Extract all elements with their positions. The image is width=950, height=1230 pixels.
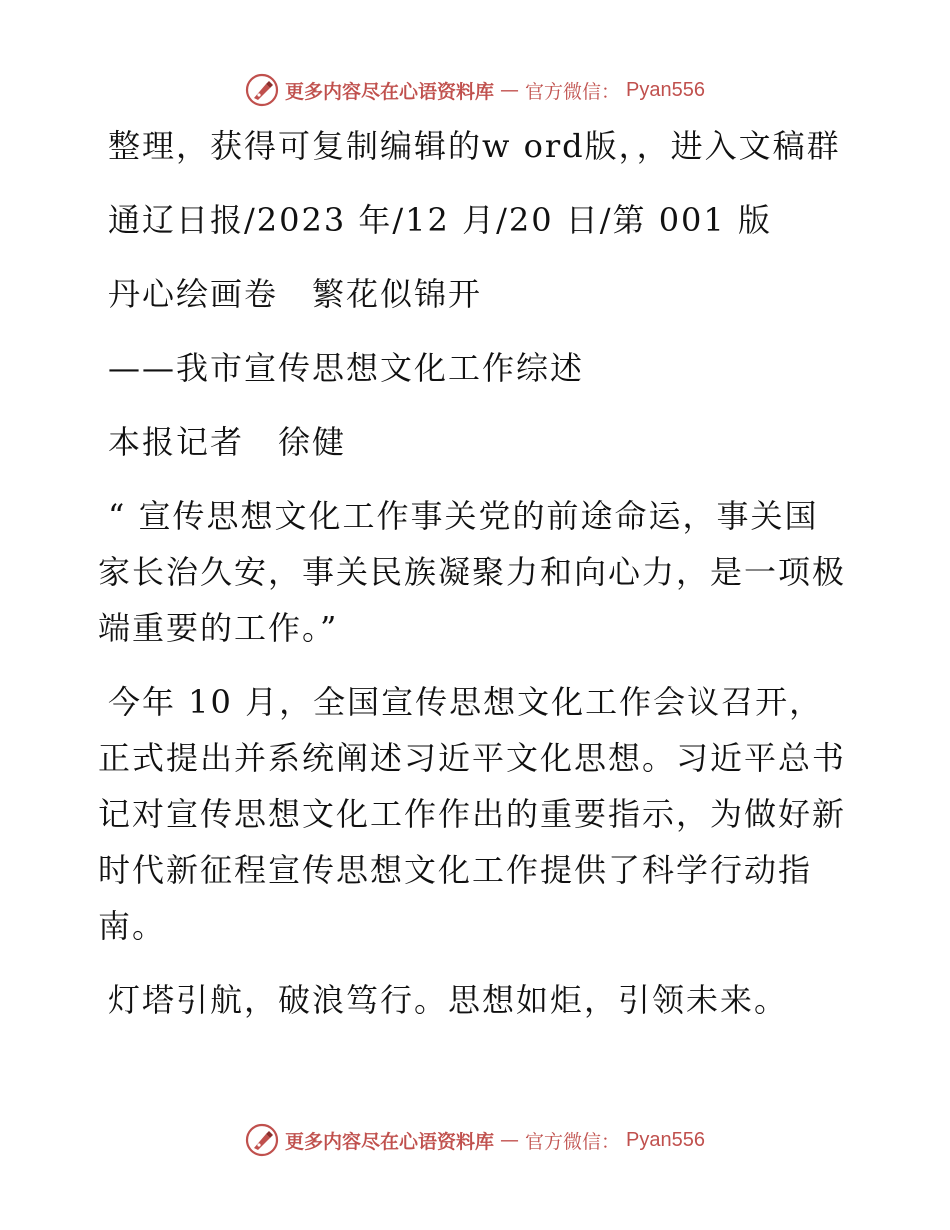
paragraph-closing: 灯塔引航，破浪笃行。思想如炬，引领未来。: [108, 981, 789, 1019]
article-title: 丹心绘画卷 繁花似锦开: [108, 275, 483, 313]
document-body: [98, 118, 850, 1046]
banner-wechat-id: Pyan556: [626, 1128, 705, 1151]
banner-wechat-id: Pyan556: [626, 78, 705, 101]
footer-banner: [0, 1120, 950, 1160]
pen-nib-icon: [245, 73, 279, 107]
paragraph-intro-note: 整理，获得可复制编辑的w ord版，，进入文稿群: [108, 127, 841, 165]
paragraph-body: 今年 10 月，全国宣传思想文化工作会议召开，正式提出并系统阐述习近平文化思想。习近平总书记对宣传思想文化工作作出的重要指示，为做好新时代新征程宣传思想文化工作提供了科学行动指南。: [98, 683, 847, 945]
paragraph-source-line: 通辽日报/2023 年/12 月/20 日/第 001 版: [108, 201, 772, 239]
paragraph-quote: “ 宣传思想文化工作事关党的前途命运，事关国家长治久安，事关民族凝聚力和向心力，是一项极端重要的工作。”: [98, 497, 847, 647]
banner-wechat-label: 官方微信：: [525, 80, 621, 103]
pen-nib-icon: [245, 1123, 279, 1157]
banner-main-text: 更多内容尽在心语资料库: [285, 80, 495, 103]
article-byline: 本报记者 徐健: [108, 423, 347, 461]
banner-dash: —: [500, 1129, 520, 1151]
article-subtitle: ——我市宣传思想文化工作综述: [108, 349, 585, 387]
banner-main-text: 更多内容尽在心语资料库: [285, 1130, 495, 1153]
banner-wechat-label: 官方微信：: [525, 1130, 621, 1153]
header-banner: [0, 70, 950, 110]
banner-dash: —: [500, 79, 520, 101]
